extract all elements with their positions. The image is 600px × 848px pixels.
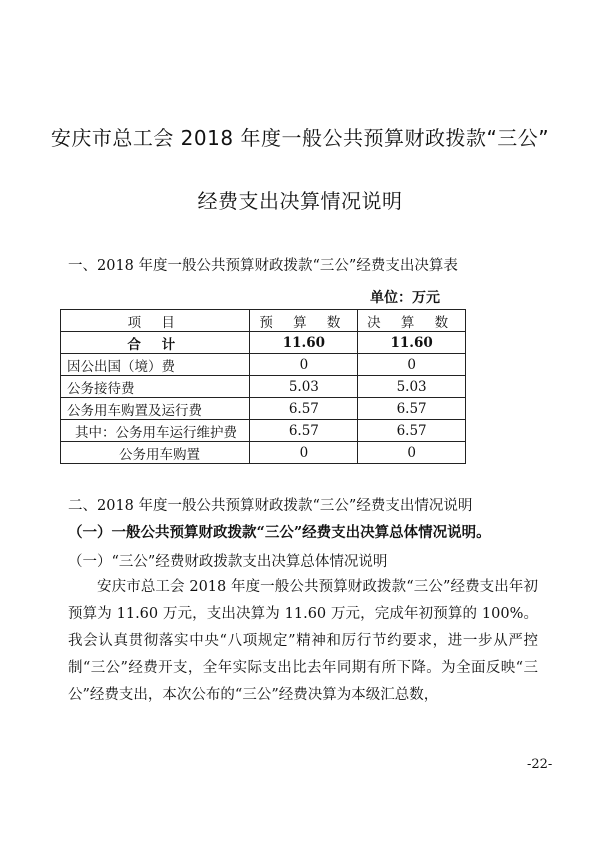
section-2-heading: 二、2018 年度一般公共预算财政拨款“三公”经费支出情况说明 [68,498,473,514]
row-item: 公务接待费 [61,376,250,398]
header-final: 决 算 数 [358,310,466,332]
table-row [61,442,466,464]
row-budget: 6.57 [250,398,358,420]
table-row [61,420,466,442]
table-row-total [61,332,466,354]
row-item: 因公出国（境）费 [61,354,250,376]
row-budget: 0 [250,442,358,464]
row-item: 其中：公务用车运行维护费 [61,420,250,442]
section-2-subheading-1: （一）一般公共预算财政拨款“三公”经费支出决算总体情况说明。 [68,524,491,541]
page-number: -22- [527,757,553,772]
document-title-line-1: 安庆市总工会 2018 年度一般公共预算财政拨款“三公” [50,126,550,150]
row-final: 0 [358,442,466,464]
table-header-row [61,310,466,332]
table-row [61,398,466,420]
row-budget: 6.57 [250,420,358,442]
row-item: 公务用车购置 [61,442,250,464]
row-final: 6.57 [358,398,466,420]
row-final: 0 [358,354,466,376]
header-budget: 预 算 数 [250,310,358,332]
document-title-line-2: 经费支出决算情况说明 [197,189,403,213]
section-2-subheading-2: （一）“三公”经费财政拨款支出决算总体情况说明 [68,554,388,570]
section-1-heading: 一、2018 年度一般公共预算财政拨款“三公”经费支出决算表 [68,258,458,274]
row-final: 6.57 [358,420,466,442]
row-final: 11.60 [358,332,466,354]
row-budget: 5.03 [250,376,358,398]
unit-label: 单位：万元 [370,290,440,306]
row-item: 合 计 [61,332,250,354]
row-budget: 0 [250,354,358,376]
header-item: 项 目 [61,310,250,332]
budget-table [60,309,466,464]
table-row [61,354,466,376]
row-item: 公务用车购置及运行费 [61,398,250,420]
table-row [61,376,466,398]
row-budget: 11.60 [250,332,358,354]
row-final: 5.03 [358,376,466,398]
body-paragraph: 安庆市总工会 2018 年度一般公共预算财政拨款“三公”经费支出年初预算为 11.60 万元，支出决算为 11.60 万元，完成年初预算的 100%。我会认真贯彻落实中央“八项规定”精神和厉行节约要求，进一步从严控制“三公”经费开支，全年实际支出比去年同期有所下降。为全面反映“三公”经费支出，本次公布的“三公”经费决算为本级汇总数， [68,579,538,703]
